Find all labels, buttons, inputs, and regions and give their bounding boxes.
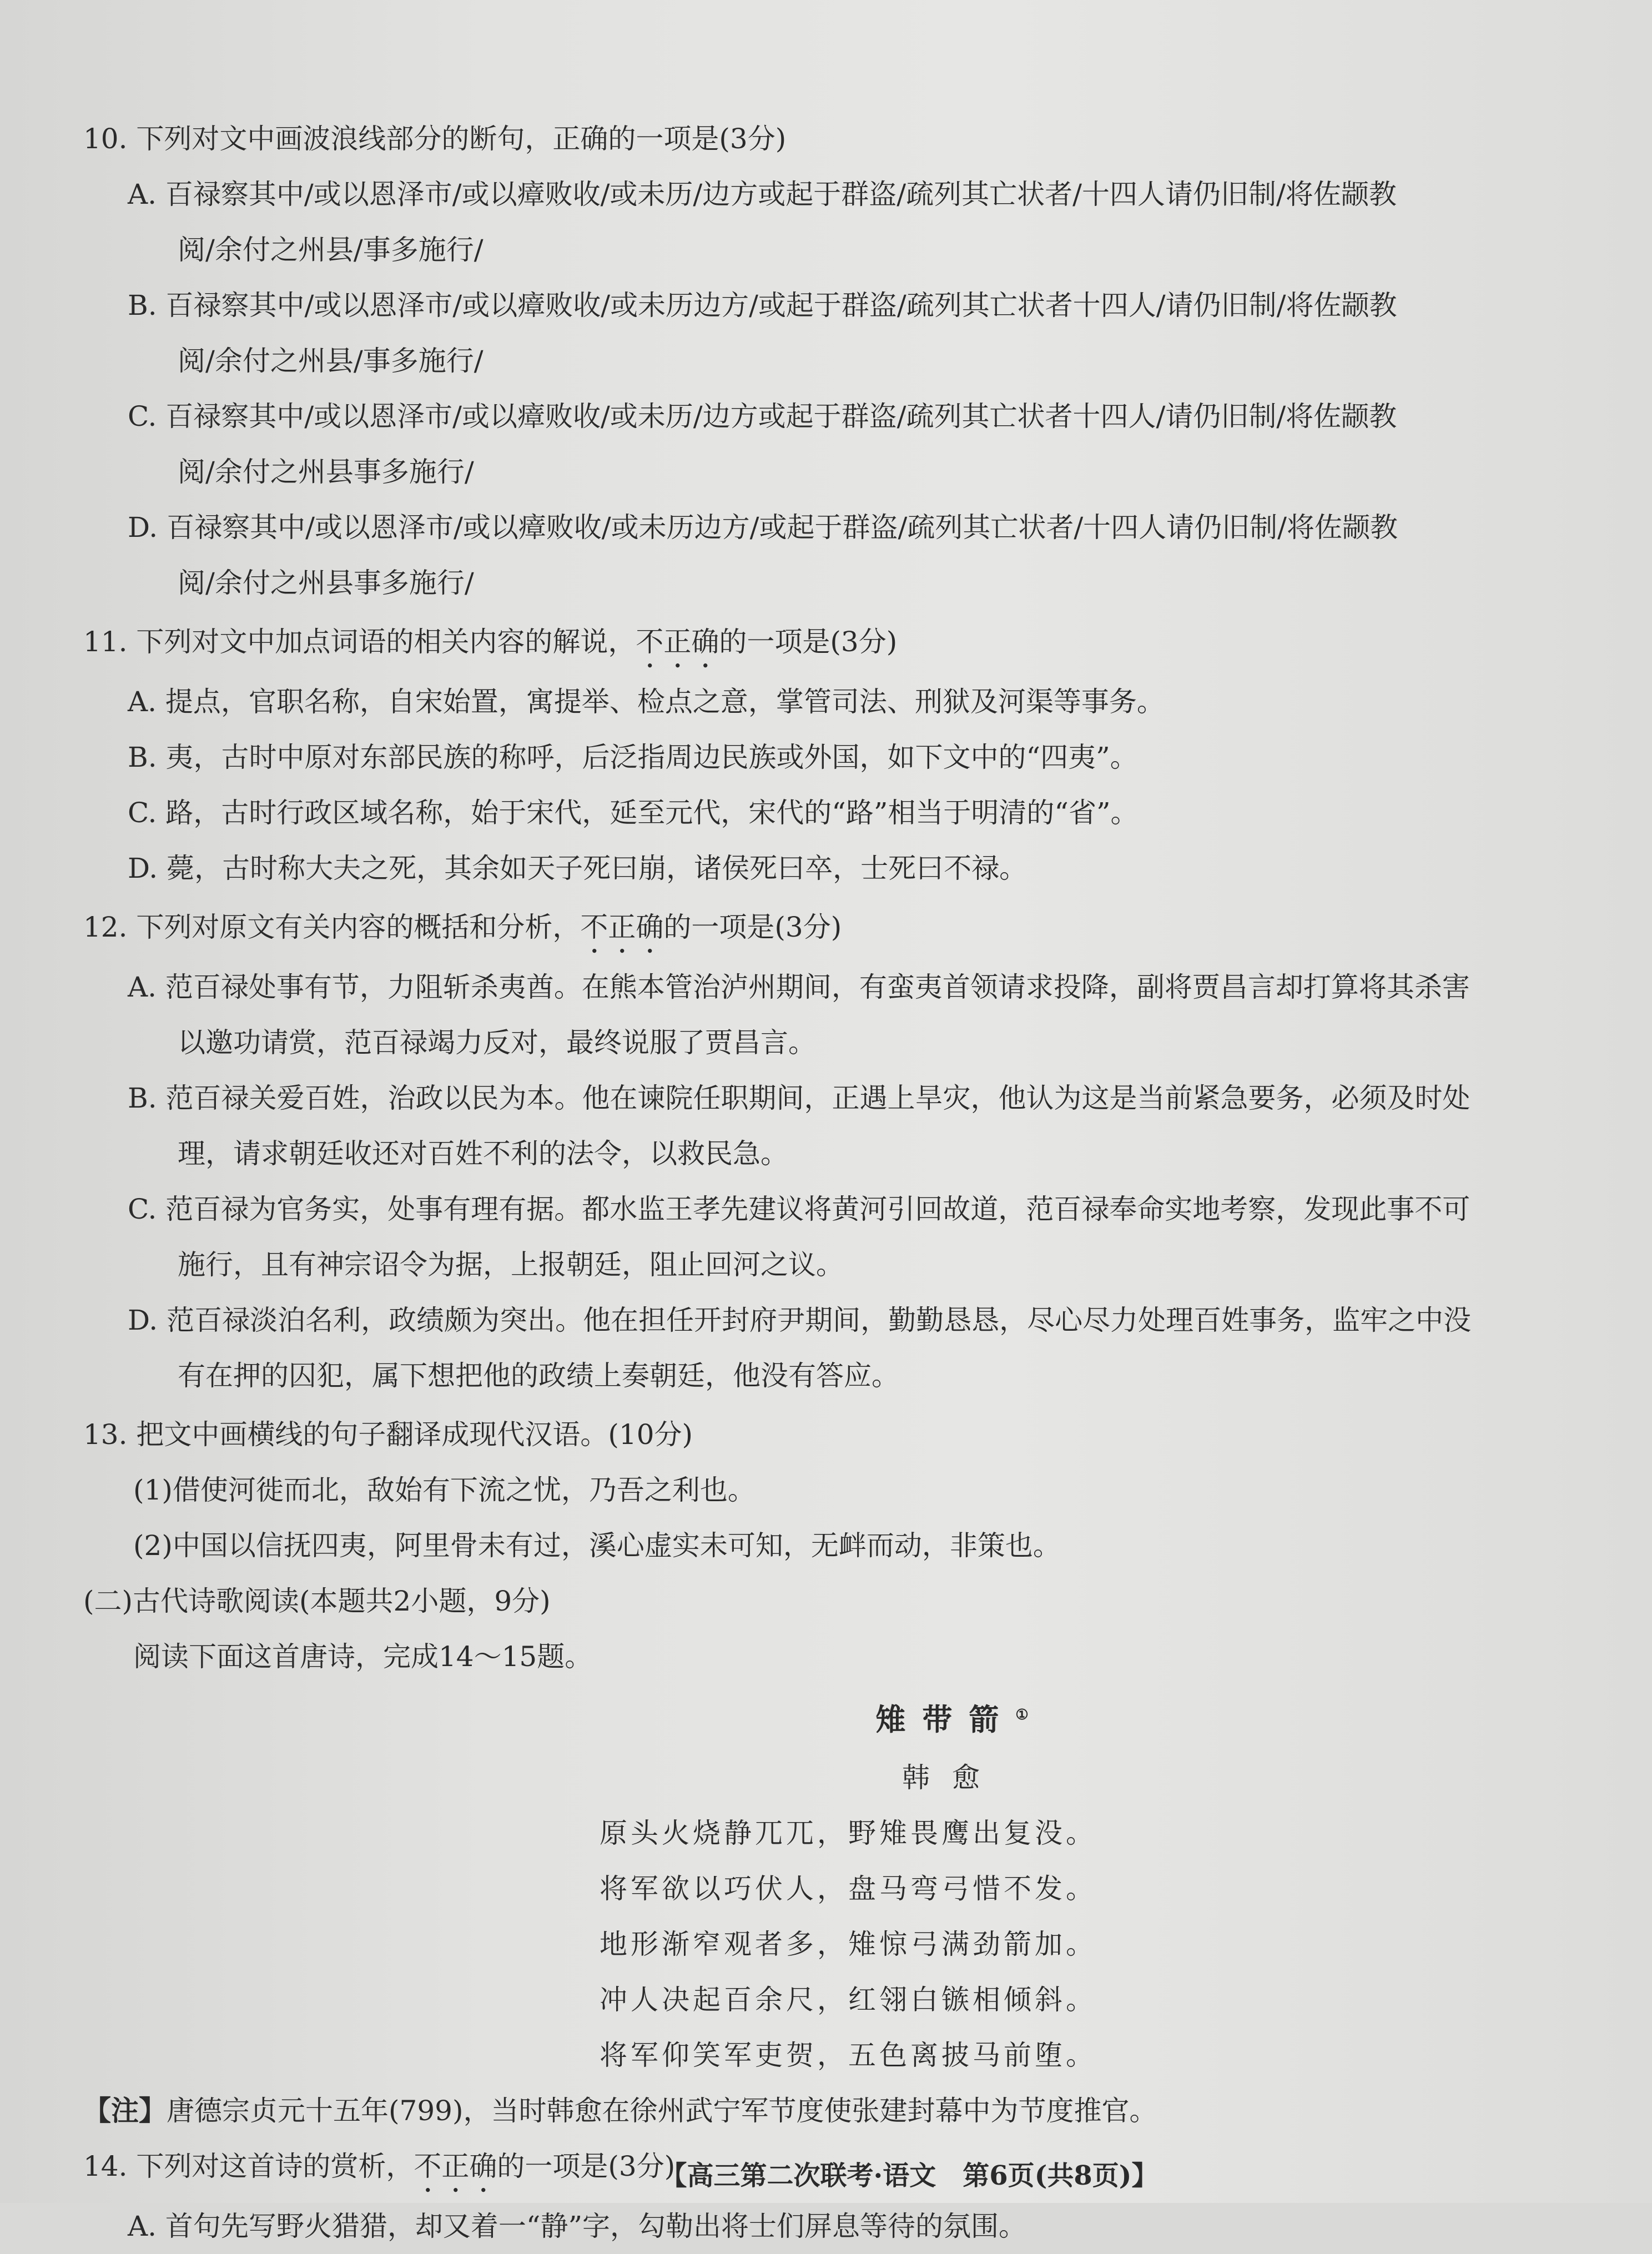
q10-option-c: C. 百禄察其中/或以恩泽市/或以瘴败收/或未历/边方或起于群盗/疏列其亡状者十四人/请仍旧制/将佐颛教 bbox=[128, 400, 1397, 432]
q14-stem-pre: 14. 下列对这首诗的赏析， bbox=[83, 2150, 414, 2182]
q12-option-d: D. 范百禄淡泊名利，政绩颇为突出。他在担任开封府尹期间，勤勤恳恳，尽心尽力处理百姓事务，监牢之中没 bbox=[128, 1304, 1472, 1336]
q10-option-b: B. 百禄察其中/或以恩泽市/或以瘴败收/或未历边方/或起于群盗/疏列其亡状者十四人/请仍旧制/将佐颛教 bbox=[128, 289, 1397, 321]
page-footer: 【高三第二次联考·语文 第6页(共8页)】 bbox=[660, 2160, 1159, 2191]
poem-title-text: 雉带箭 bbox=[875, 1702, 1016, 1737]
poem-note-text: 唐德宗贞元十五年(799)，当时韩愈在徐州武宁军节度使张建封幕中为节度推官。 bbox=[167, 2095, 1157, 2127]
q11-option-a: A. 提点，官职名称，自宋始置，寓提举、检点之意，掌管司法、刑狱及河渠等事务。 bbox=[128, 686, 1165, 718]
q10-option-d-cont: 阅/余付之州县事多施行/ bbox=[178, 567, 474, 599]
q12-option-b-cont: 理，请求朝廷收还对百姓不利的法令，以救民急。 bbox=[178, 1138, 788, 1170]
q11-option-b: B. 夷，古时中原对东部民族的称呼，后泛指周边民族或外国，如下文中的“四夷”。 bbox=[128, 741, 1138, 773]
q11-stem-post: 的一项是(3分) bbox=[719, 626, 898, 658]
q12-option-b: B. 范百禄关爱百姓，治政以民为本。他在谏院任职期间，正遇上旱灾，他认为这是当前紧急要务，必须及时处 bbox=[128, 1082, 1470, 1114]
q12-option-a-cont: 以邀功请赏，范百禄竭力反对，最终说服了贾昌言。 bbox=[178, 1027, 816, 1059]
q14-option-a: A. 首句先写野火猎猎，却又着一“静”字，勾勒出将士们屏息等待的氛围。 bbox=[128, 2210, 1027, 2242]
q11-stem-emphasis: 不正确 bbox=[636, 626, 719, 658]
q10-option-a: A. 百禄察其中/或以恩泽市/或以瘴败收/或未历/边方或起于群盗/疏列其亡状者/十四人请仍旧制/将佐颛教 bbox=[128, 178, 1397, 210]
q12-stem-post: 的一项是(3分) bbox=[663, 911, 842, 943]
poem-title-footnote-mark: ① bbox=[1015, 1707, 1029, 1723]
q12-option-a: A. 范百禄处事有节，力阻斩杀夷酋。在熊本管治泸州期间，有蛮夷首领请求投降，副将贾昌言却打算将其杀害 bbox=[128, 971, 1470, 1003]
q13-item-2: (2)中国以信抚四夷，阿里骨未有过，溪心虚实未可知，无衅而动，非策也。 bbox=[133, 1530, 1061, 1562]
q12-stem-emphasis: 不正确 bbox=[580, 911, 664, 943]
poem-title bbox=[83, 1684, 1582, 1750]
q10-option-a-cont: 阅/余付之州县/事多施行/ bbox=[178, 234, 483, 266]
q10-option-d: D. 百禄察其中/或以恩泽市/或以瘴败收/或未历边方/或起于群盗/疏列其亡状者/十四人请仍旧制/将佐颛教 bbox=[128, 511, 1398, 544]
q13-stem: 13. 把文中画横线的句子翻译成现代汉语。(10分) bbox=[83, 1418, 693, 1451]
q10-option-c-cont: 阅/余付之州县事多施行/ bbox=[178, 456, 474, 488]
q12-option-c-cont: 施行，且有神宗诏令为据，上报朝廷，阻止回河之议。 bbox=[178, 1249, 844, 1281]
poem-line-5: 将军仰笑军吏贺，五色离披马前堕。 bbox=[600, 2039, 1097, 2071]
q10-stem: 10. 下列对文中画波浪线部分的断句，正确的一项是(3分) bbox=[83, 123, 787, 155]
q11-stem bbox=[83, 614, 1582, 674]
q14-stem-emphasis: 不正确 bbox=[414, 2150, 497, 2182]
poem-line-3: 地形渐窄观者多，雉惊弓满劲箭加。 bbox=[600, 1928, 1097, 1960]
q12-stem-pre: 12. 下列对原文有关内容的概括和分析， bbox=[83, 911, 581, 943]
q14-stem-post: 的一项是(3分) bbox=[497, 2150, 676, 2182]
poem-note-label: 【注】 bbox=[83, 2094, 167, 2127]
poem-line-1: 原头火烧静兀兀，野雉畏鹰出复没。 bbox=[600, 1817, 1097, 1849]
q10-option-b-cont: 阅/余付之州县/事多施行/ bbox=[178, 345, 483, 377]
poem-author: 韩愈 bbox=[902, 1762, 1002, 1794]
q12-option-c: C. 范百禄为官务实，处事有理有据。都水监王孝先建议将黄河引回故道，范百禄奉命实地考察，发现此事不可 bbox=[128, 1193, 1470, 1225]
q11-stem-pre: 11. 下列对文中加点词语的相关内容的解说， bbox=[83, 626, 636, 658]
q11-option-c: C. 路，古时行政区域名称，始于宋代，延至元代，宋代的“路”相当于明清的“省”。 bbox=[128, 797, 1139, 829]
q12-option-d-cont: 有在押的囚犯，属下想把他的政绩上奏朝廷，他没有答应。 bbox=[178, 1360, 899, 1392]
q12-stem bbox=[83, 899, 1582, 959]
q13-item-1: (1)借使河徙而北，敌始有下流之忧，乃吾之利也。 bbox=[133, 1474, 756, 1506]
poem-note bbox=[83, 2083, 1582, 2139]
page-content bbox=[83, 111, 1582, 2254]
q11-option-d: D. 薨，古时称大夫之死，其余如天子死曰崩，诸侯死曰卒，士死曰不禄。 bbox=[128, 852, 1028, 884]
poem-line-4: 冲人决起百余尺，红翎白镞相倾斜。 bbox=[600, 1984, 1097, 2016]
poem-line-2: 将军欲以巧伏人，盘马弯弓惜不发。 bbox=[600, 1873, 1097, 1905]
section2-heading: (二)古代诗歌阅读(本题共2小题，9分) bbox=[83, 1585, 551, 1617]
section2-instruction: 阅读下面这首唐诗，完成14～15题。 bbox=[133, 1641, 593, 1673]
